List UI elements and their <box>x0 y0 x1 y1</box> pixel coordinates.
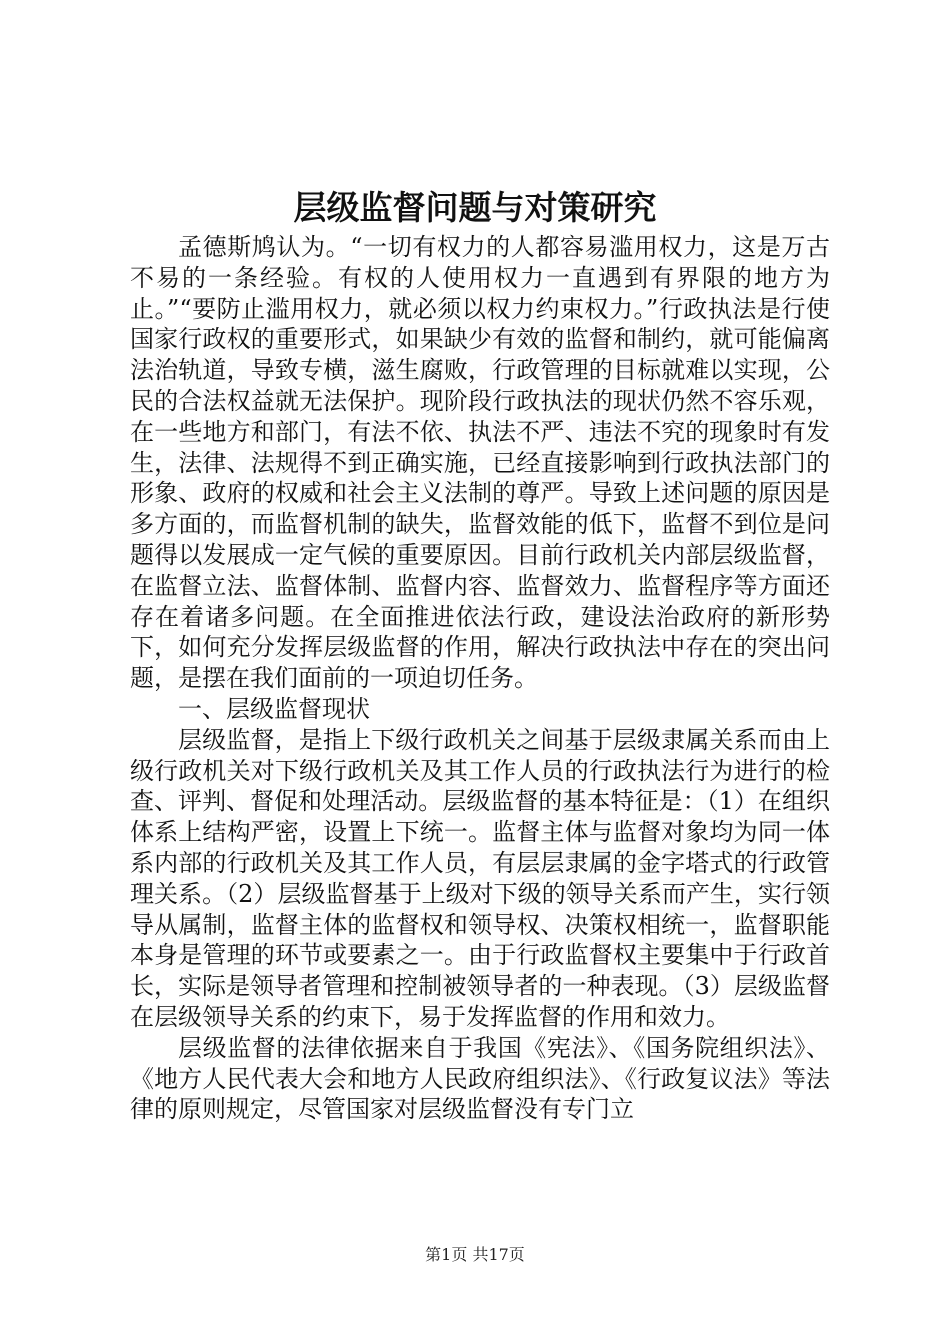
paragraph-definition: 层级监督，是指上下级行政机关之间基于层级隶属关系而由上级行政机关对下级行政机关及其工作人员的行政执法行为进行的检查、评判、督促和处理活动。层级监督的基本特征是：（1）在组织体系上结构严密，设置上下统一。监督主体与监督对象均为同一体系内部的行政机关及其工作人员，有层层隶属的金字塔式的行政管理关系。（2）层级监督基于上级对下级的领导关系而产生，实行领导从属制，监督主体的监督权和领导权、决策权相统一，监督职能本身是管理的环节或要素之一。由于行政监督权主要集中于行政首长，实际是领导者管理和控制被领导者的一种表现。（3）层级监督在层级领导关系的约束下，易于发挥监督的作用和效力。 <box>130 725 830 1031</box>
document-title: 层级监督问题与对策研究 <box>293 188 657 227</box>
paragraph-legal-basis: 层级监督的法律依据来自于我国《宪法》、《国务院组织法》、《地方人民代表大会和地方人民政府组织法》、《行政复议法》等法律的原则规定，尽管国家对层级监督没有专门立 <box>130 1033 830 1124</box>
page-number: 第1页 共17页 <box>425 1245 525 1264</box>
document-body <box>130 232 830 1125</box>
paragraph-intro: 孟德斯鸠认为。“一切有权力的人都容易滥用权力，这是万古不易的一条经验。有权的人使用权力一直遇到有界限的地方为止。”“要防止滥用权力，就必须以权力约束权力。”行政执法是行使国家行政权的重要形式，如果缺少有效的监督和制约，就可能偏离法治轨道，导致专横，滋生腐败，行政管理的目标就难以实现，公民的合法权益就无法保护。现阶段行政执法的现状仍然不容乐观，在一些地方和部门，有法不依、执法不严、违法不究的现象时有发生，法律、法规得不到正确实施，已经直接影响到行政执法部门的形象、政府的权威和社会主义法制的尊严。导致上述问题的原因是多方面的，而监督机制的缺失，监督效能的低下，监督不到位是问题得以发展成一定气候的重要原因。目前行政机关内部层级监督，在监督立法、监督体制、监督内容、监督效力、监督程序等方面还存在着诸多问题。在全面推进依法行政，建设法治政府的新形势下，如何充分发挥层级监督的作用，解决行政执法中存在的突出问题，是摆在我们面前的一项迫切任务。 <box>130 233 830 693</box>
section-heading-1: 一、层级监督现状 <box>178 694 370 723</box>
